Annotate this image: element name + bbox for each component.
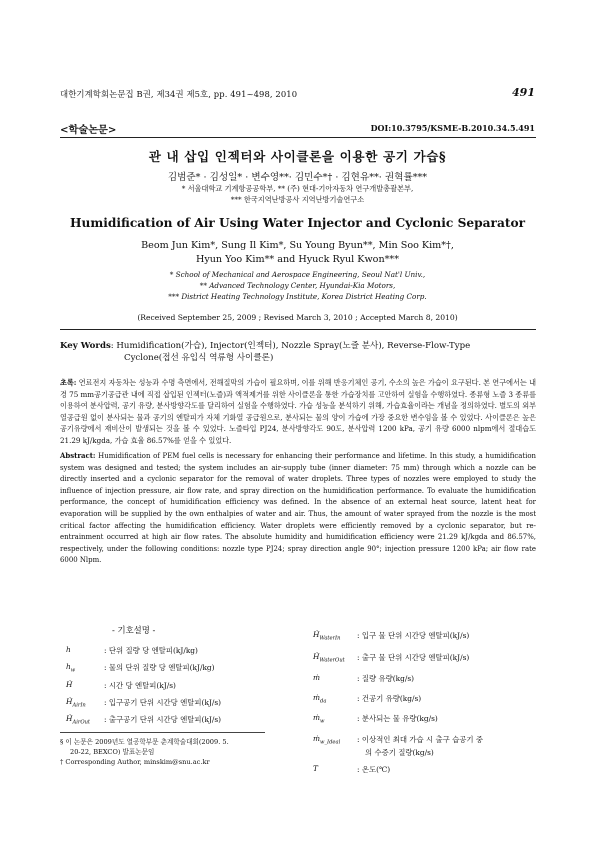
nomen-left-row [66,697,221,708]
nomen-symbol: Ḣ [313,630,320,639]
nomenclature-title: - 기호설명 - [112,625,156,635]
authors-en-2: Hyun Yoo Kim** and Hyuck Ryul Kwon*** [195,254,400,265]
nomen-symbol: T [313,764,318,773]
title-en: Humidification of Air Using Water Injector and Cyclonic Separator [69,216,526,230]
abstract-en-text: Humidification of PEM fuel cells is necessary for enhancing their performance and lifetime. In this study, a humidification system was designed and tested; the system includes an air-supply tube (inner diameter: 75 mm) through which a nozzle can be directly inserted and a cyclonic separator for the removal of water droplets. Three types of nozzles were employed to study the influence of injection pressure, air flow rate, and spray direction on the humidification performance. To evaluate the humidification performance, the concept of humidification efficiency was defined. In the absence of an external heat source, latent heat for evaporation will be supplied by the own enthalpies of water and air. Thus, the amount of water sprayed from the nozzle is the most critical factor affecting the humidification efficiency. Water droplets were efficiently removed by a cyclonic separator, but re-entrainment occurred at high air flow rates. The absolute humidity and humidification efficiency were 21.29 kJ/kgda and 86.57%, respectively, under the following conditions: nozzle type PJ24; spray direction angle 90°; injection pressure 1200 kPa; air flow rate 6000 Nlpm. [60,452,536,565]
nomen-right-row [313,652,469,663]
nomen-symbol: Ḣ [66,697,73,706]
keywords-line2: Cyclone(접선 유입식 역류형 사이클론) [124,353,274,363]
nomen-right-row [313,673,414,684]
nomen-subscript: da [320,698,327,705]
nomen-symbol: ṁ [313,673,321,682]
nomen-description: 의 수증기 질량(kg/s) [365,748,434,757]
affiliation-en-3: *** District Heating Technology Institute, Korea District Heating Corp. [168,292,427,301]
nomen-subscript: AirIn [72,702,86,709]
nomen-subscript: w [320,718,325,725]
nomen-symbol: Ḣ [66,714,73,723]
abstract-ko-label: 초록: [60,378,77,387]
nomen-symbol: h [66,645,71,654]
nomen-left-row [66,645,198,656]
nomen-subscript: WaterIn [319,635,341,642]
footnote-1-line2: 20-22, BEXCO) 발표논문임 [70,748,155,756]
journal-header: 대한기계학회논문집 B권, 제34권 제5호, pp. 491~498, 2010 [60,89,298,99]
nomen-right-row [313,747,434,758]
received-rule [60,329,536,330]
nomen-left-row [66,714,221,725]
received-dates: (Received September 25, 2009 ; Revised March 3, 2010 ; Accepted March 8, 2010) [137,313,458,322]
nomen-description: : 출구 물 단위 시간당 엔탈피(kJ/s) [357,653,470,662]
nomen-description: : 분사되는 물 유량(kg/s) [357,714,438,723]
abstract-en-label: Abstract: [60,451,96,460]
keywords [60,340,536,364]
authors-en-1: Beom Jun Kim*, Sung Il Kim*, Su Young Byun**, Min Soo Kim*†, [141,240,454,251]
nomen-description: : 질량 유량(kg/s) [357,674,415,683]
nomen-description: : 시간 당 엔탈피(kJ/s) [104,681,176,690]
authors-ko: 김범준* · 김성일* · 변수영**· 김민수*† · 김현유**· 권혁률*** [167,172,428,183]
nomen-description: : 입구공기 단위 시간당 엔탈피(kJ/s) [104,698,222,707]
header-rule [60,137,536,138]
nomen-symbol: ṁ [313,713,321,722]
page-number: 491 [512,86,535,99]
affiliation-en-1: * School of Mechanical and Aerospace Engineering, Seoul Nat'l Univ., [169,270,426,279]
nomen-right-row [313,734,483,745]
title-ko: 관 내 삽입 인젝터와 사이클론을 이용한 공기 가습§ [148,149,447,164]
abstract-en [60,450,536,567]
nomen-left-row [66,662,215,673]
nomen-subscript: w_Ideal [320,739,341,746]
nomen-symbol: Ḣ [66,680,73,689]
affiliation-ko-2: *** 한국지역난방공사 지역난방기술연구소 [230,195,365,204]
doi: DOI:10.3795/KSME-B.2010.34.5.491 [370,123,535,133]
nomen-subscript: AirOut [72,719,91,726]
nomen-description: : 건공기 유량(kg/s) [357,694,422,703]
nomen-left-row [66,680,176,691]
nomen-right-row [313,630,469,641]
nomen-symbol: h [66,662,71,671]
nomen-description: : 입구 물 단위 시간당 엔탈피(kJ/s) [357,631,470,640]
nomen-right-row [313,764,390,775]
nomen-description: : 출구공기 단위 시간당 엔탈피(kJ/s) [104,715,222,724]
nomen-symbol: Ḣ [313,652,320,661]
nomen-description: : 물의 단위 질량 당 엔탈피(kJ/kg) [104,663,215,672]
affiliation-en-2: ** Advanced Technology Center, Hyundai-Kia Motors, [199,281,396,290]
abstract-ko-text: 연료전지 자동차는 성능과 수명 측면에서, 전해질막의 가습이 필요하며, 이를 위해 반응기체인 공기, 수소의 높은 가습이 요구된다. 본 연구에서는 내경 75 mm공기공급관 내에 직접 삽입된 인젝터(노즐)과 액적제거를 위한 사이클론을 통한 가습장치를 고안하여 실험을 수행하였다. 종류형 노즐 3 종류를 이용하여 분사압력, 공기 유량, 분사방향각도를 달리하여 실험을 수행하였다. 가습 성능을 분석하기 위해, 가습효율이라는 개념을 정의하였다. 별도의 외부 열공급원 없이 분사되는 물과 공기의 엔탈피가 자체 기화열 공급원으로, 분사되는 물의 양이 가습에 가장 중요한 변수임을 볼 수 있었다. 사이클론은 높은 공기유량에서 재비산이 발생되는 것을 볼 수 있었다. 노즐타입 PJ24, 분사방향각도 90도, 분사압력 1200 kPa, 공기 유량 6000 nlpm에서 절대습도 21.29 kJ/kgda, 가습 효율 86.57%를 얻을 수 있었다. [60,378,536,445]
nomen-symbol: ṁ [313,693,321,702]
keywords-line1: : Humidification(가습), Injector(인젝터), Nozzle Spray(노즐 분사), Reverse-Flow-Type [110,341,471,351]
nomen-right-row [313,713,438,724]
footnote-rule [60,732,265,733]
nomen-description: : 이상적인 최대 가습 시 출구 습공기 중 [357,735,484,744]
affiliation-ko-1: * 서울대학교 기계항공공학부, ** (주) 현대-기아자동차 연구개발총괄본부, [181,184,414,193]
keywords-label: Key Words [60,341,111,351]
footnote-1-line1: § 이 논문은 2009년도 열공학부문 춘계학술대회(2009. 5. [60,738,229,746]
nomen-description: : 단위 질량 당 엔탈피(kJ/kg) [104,646,198,655]
footnote-corresponding-author: † Corresponding Author, minskim@snu.ac.kr [60,758,210,766]
nomen-right-row [313,693,421,704]
nomen-subscript: WaterOut [319,657,345,664]
nomen-description: : 온도(℃) [357,765,391,774]
nomen-symbol: ṁ [313,734,321,743]
abstract-ko [60,377,536,447]
nomen-subscript: w [70,667,76,674]
article-category: <학술논문> [60,124,117,136]
